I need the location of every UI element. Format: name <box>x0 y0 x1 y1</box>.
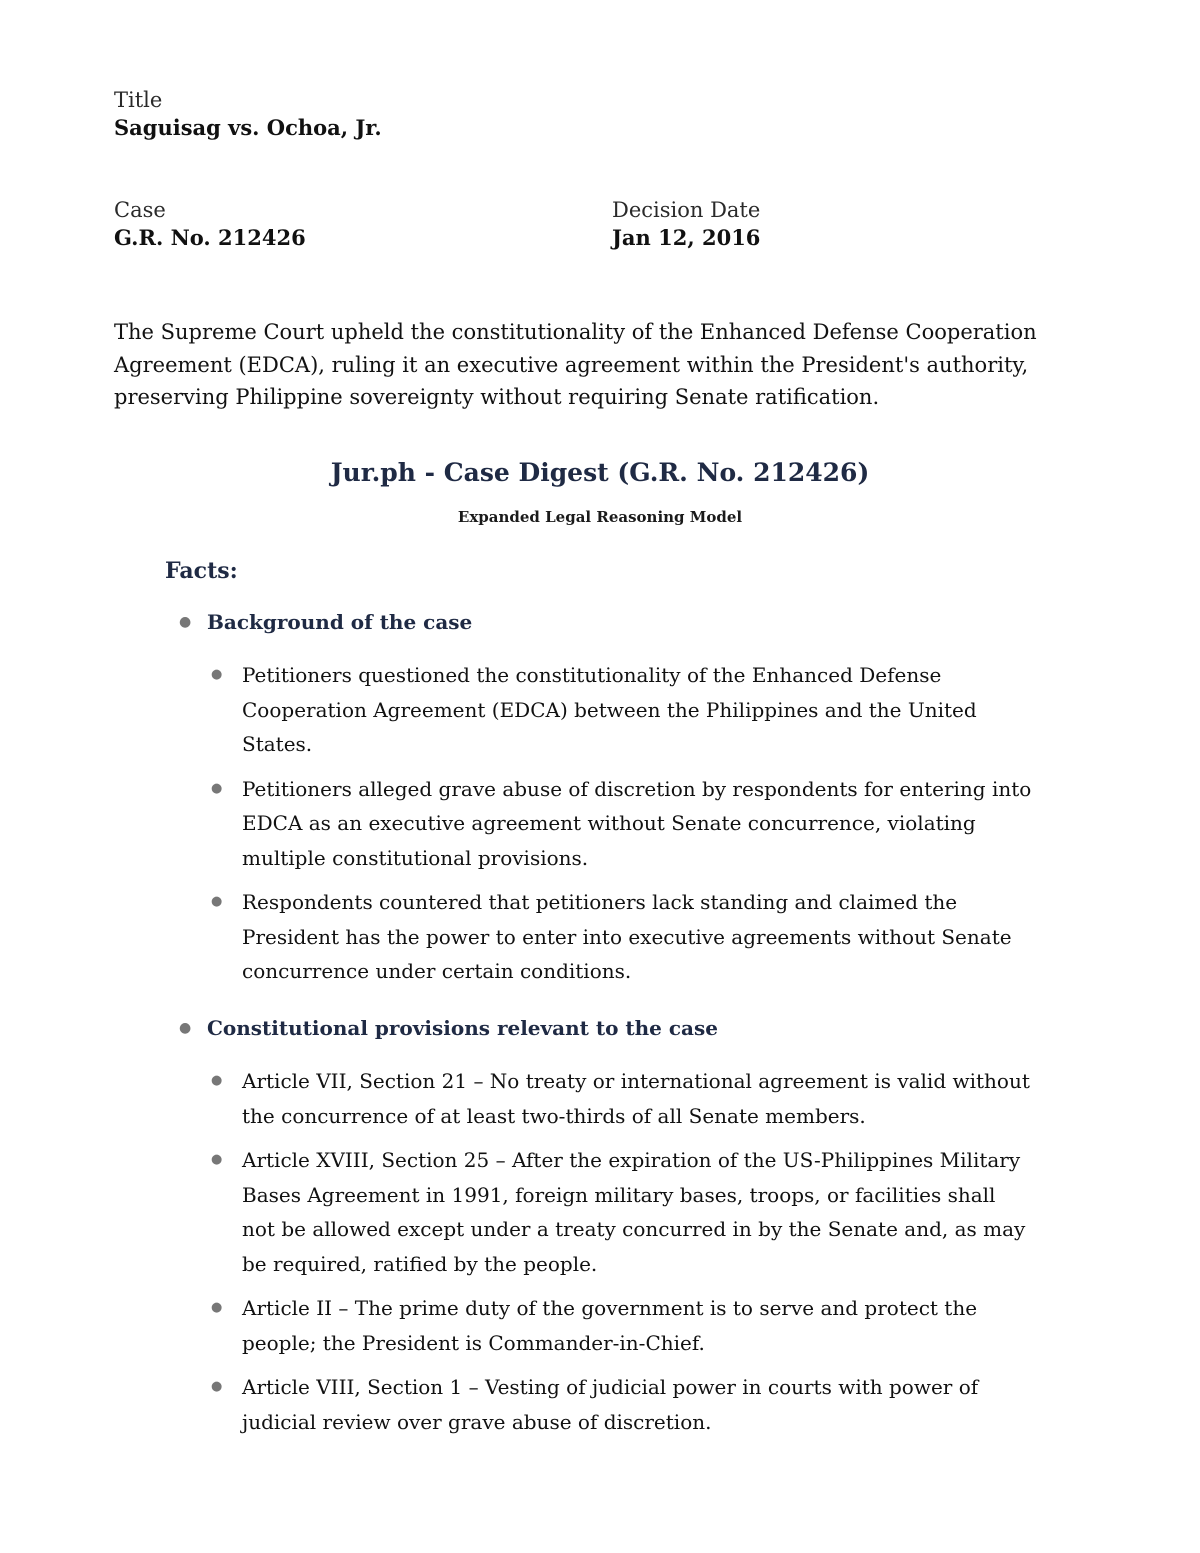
facts-section <box>175 1014 1055 1449</box>
bullet-icon: ● <box>211 1073 223 1088</box>
list-item <box>175 772 1032 876</box>
bullet-icon: ● <box>211 894 223 909</box>
bullet-icon: ● <box>211 780 223 796</box>
facts-section <box>175 608 1055 999</box>
facts-heading: Facts: <box>165 558 238 584</box>
section-heading <box>175 1014 1055 1042</box>
bullet-icon: ● <box>179 614 192 630</box>
case-title: Saguisag vs. Ochoa, Jr. <box>114 115 382 140</box>
bullet-icon: ● <box>211 1152 223 1167</box>
case-number: G.R. No. 212426 <box>114 225 306 250</box>
list-item <box>175 1370 1032 1439</box>
bullet-icon: ● <box>211 667 223 682</box>
list-item-text: Article VII, Section 21 – No treaty or international agreement is valid without the concurrence of at least two-thirds of all Senate members. <box>242 1069 1030 1128</box>
list-item-text: Article II – The prime duty of the government is to serve and protect the people; the President is Commander-in-Chief. <box>242 1296 978 1355</box>
list-item-text: Petitioners alleged grave abuse of discretion by respondents for entering into EDCA as an executive agreement without Senate concurrence, violating multiple constitutional provisions. <box>242 776 1032 870</box>
title-block <box>114 86 382 142</box>
digest-title: Jur.ph - Case Digest (G.R. No. 212426) <box>330 458 870 487</box>
list-item-text: Article XVIII, Section 25 – After the expiration of the US-Philippines Military Bases Agreement in 1991, foreign military bases, troops, or facilities shall not be allowed except under a treaty concurred in by the Senate and, as may be required, ratified by the people. <box>242 1148 1026 1276</box>
section-list <box>175 1064 1055 1439</box>
list-item <box>175 1064 1032 1133</box>
decision-date: Jan 12, 2016 <box>612 225 761 250</box>
list-item <box>175 885 1032 989</box>
list-item-text: Petitioners questioned the constitutionality of the Enhanced Defense Cooperation Agreement (EDCA) between the Philippines and the United States. <box>242 663 977 756</box>
case-summary: The Supreme Court upheld the constitutionality of the Enhanced Defense Cooperation Agreement (EDCA), ruling it an executive agreement within the President's authority, preserving Philippine sovereignty without requiring Senate ratification. <box>114 320 1037 409</box>
title-label: Title <box>114 88 163 112</box>
section-heading <box>175 608 1055 636</box>
list-item <box>175 1291 1032 1360</box>
section-heading-text: Background of the case <box>207 610 473 634</box>
decision-date-label: Decision Date <box>612 198 761 222</box>
list-item-text: Article VIII, Section 1 – Vesting of judicial power in courts with power of judicial review over grave abuse of discretion. <box>242 1375 979 1434</box>
list-item <box>175 658 1032 762</box>
bullet-icon: ● <box>211 1379 223 1394</box>
decision-date-block <box>612 196 760 252</box>
case-label: Case <box>114 198 166 222</box>
digest-subtitle: Expanded Legal Reasoning Model <box>457 508 743 526</box>
bullet-icon: ● <box>179 1020 192 1036</box>
list-item-text: Respondents countered that petitioners lack standing and claimed the President has the power to enter into executive agreements without Senate concurrence under certain conditions. <box>242 890 1012 983</box>
section-heading-text: Constitutional provisions relevant to the case <box>207 1016 718 1040</box>
bullet-icon: ● <box>211 1300 223 1315</box>
section-list <box>175 658 1055 989</box>
list-item <box>175 1143 1032 1281</box>
case-block <box>114 196 306 252</box>
